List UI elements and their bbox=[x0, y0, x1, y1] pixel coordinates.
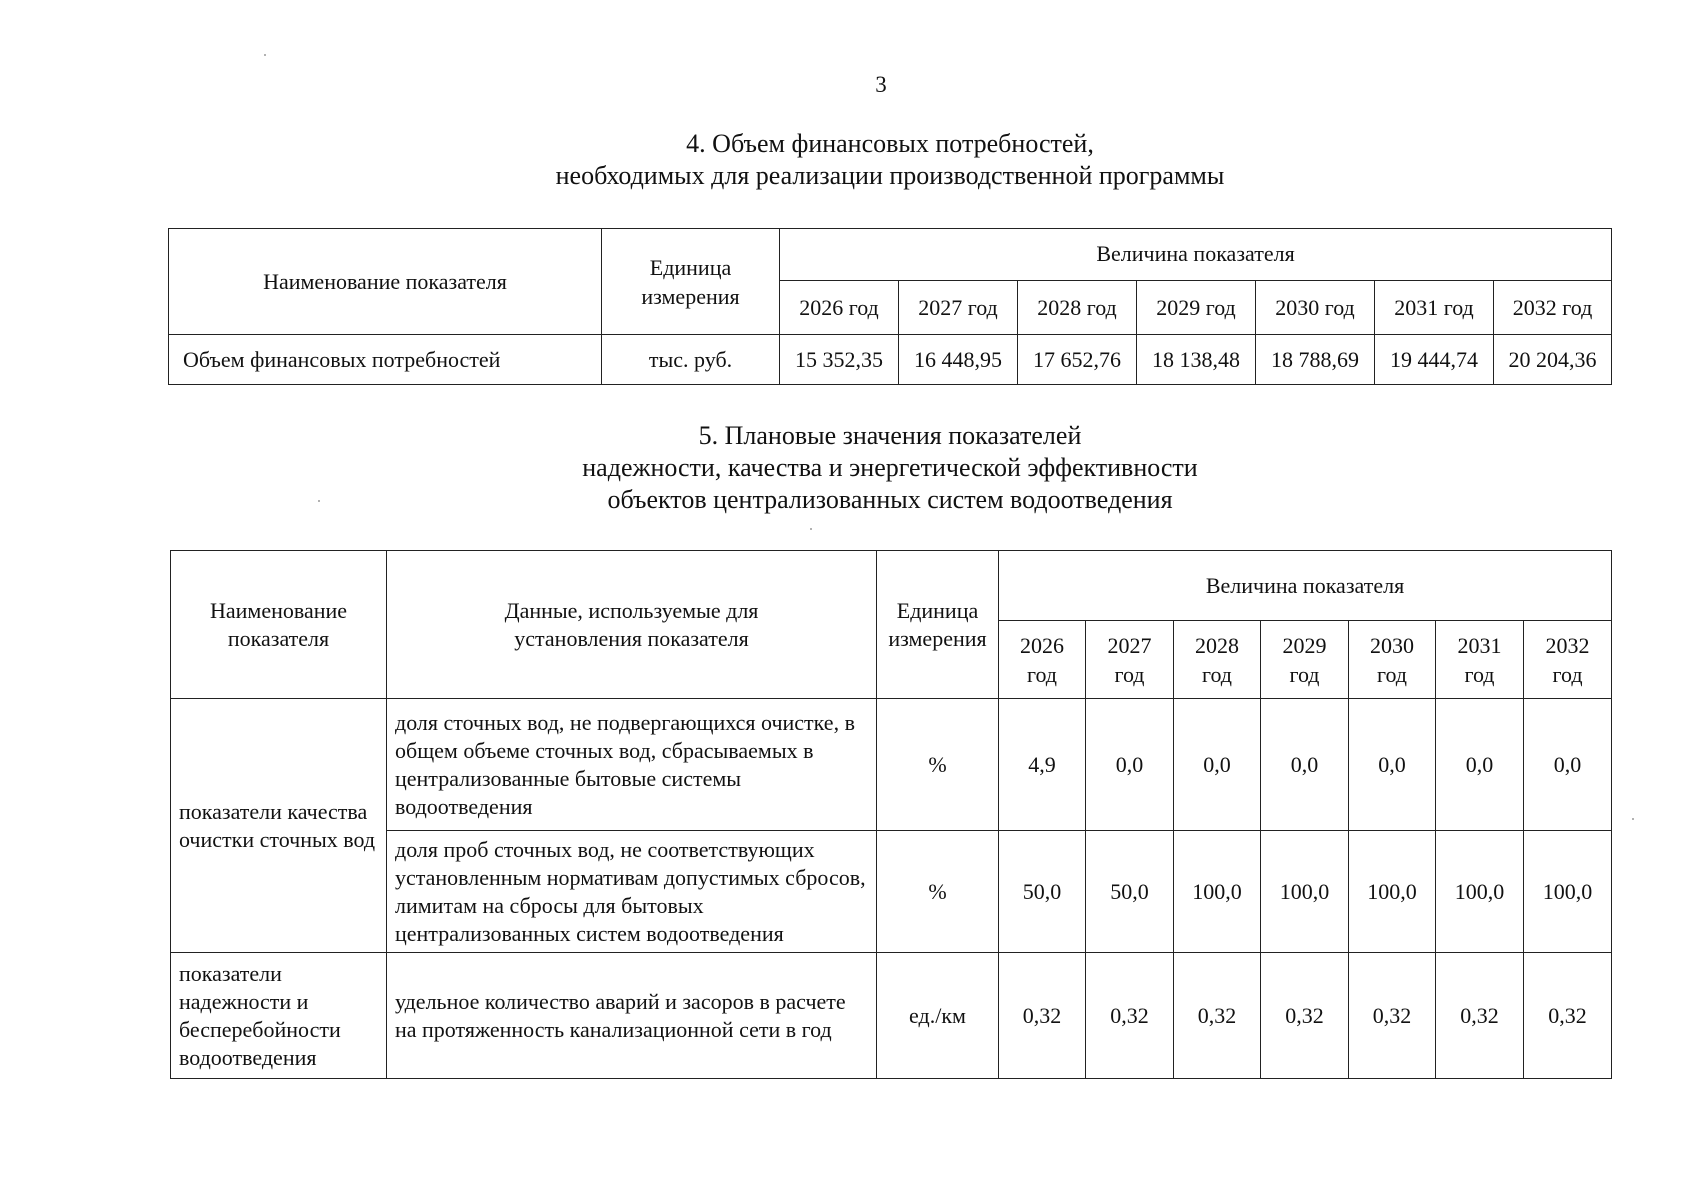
year-word: год bbox=[1464, 661, 1495, 687]
year-word: год bbox=[1376, 661, 1408, 687]
row-name: Объем финансовых потребностей bbox=[169, 335, 602, 385]
row-value: 0,0 bbox=[1261, 699, 1349, 831]
row-unit: ед./км bbox=[877, 953, 999, 1079]
row-value: 15 352,35 bbox=[780, 335, 899, 385]
row-value: 16 448,95 bbox=[899, 335, 1018, 385]
row-data: доля проб сточных вод, не соответствующих установленным нормативам допустимых сбросов, лимитам на сбросы для бытовых централизованных систем водоотведения bbox=[387, 831, 877, 953]
column-header-name: Наименование показателя bbox=[169, 229, 602, 335]
year-number: 2026 bbox=[1020, 632, 1064, 658]
section-4-title bbox=[0, 128, 1697, 192]
row-value: 50,0 bbox=[999, 831, 1086, 953]
row-value: 100,0 bbox=[1261, 831, 1349, 953]
row-value: 0,0 bbox=[1436, 699, 1524, 831]
row-value: 0,32 bbox=[1174, 953, 1261, 1079]
row-data: доля сточных вод, не подвергающихся очистке, в общем объеме сточных вод, сбрасываемых в централизованные бытовые системы водоотведения bbox=[387, 699, 877, 831]
year-header bbox=[1174, 621, 1261, 699]
year-number: 2032 bbox=[1545, 632, 1590, 658]
row-value: 0,0 bbox=[1524, 699, 1612, 831]
section-5-title-line: объектов централизованных систем водоотведения bbox=[607, 485, 1173, 514]
year-number: 2027 bbox=[1107, 632, 1152, 658]
reliability-indicators-table bbox=[170, 550, 1612, 1079]
column-header-value: Величина показателя bbox=[780, 229, 1612, 281]
page-number: 3 bbox=[875, 72, 887, 97]
row-unit: % bbox=[877, 831, 999, 953]
year-header: 2031 год bbox=[1375, 281, 1494, 335]
group-name: показатели качества очистки сточных вод bbox=[171, 699, 387, 953]
scan-speck bbox=[810, 528, 812, 530]
table-row bbox=[169, 335, 1612, 385]
row-value: 0,0 bbox=[1174, 699, 1261, 831]
row-value: 4,9 bbox=[999, 699, 1086, 831]
row-value: 18 138,48 bbox=[1137, 335, 1256, 385]
year-header bbox=[1086, 621, 1174, 699]
row-value: 0,32 bbox=[1261, 953, 1349, 1079]
row-value: 0,32 bbox=[1086, 953, 1174, 1079]
year-word: год bbox=[1114, 661, 1145, 687]
column-header-unit: Единица измерения bbox=[602, 229, 780, 335]
year-word: год bbox=[1201, 661, 1233, 687]
year-word: год bbox=[1552, 661, 1583, 687]
row-data: удельное количество аварий и засоров в расчете на протяженность канализационной сети в год bbox=[387, 953, 877, 1079]
scan-speck bbox=[264, 54, 266, 56]
year-header bbox=[999, 621, 1086, 699]
row-value: 100,0 bbox=[1524, 831, 1612, 953]
table-header-row bbox=[171, 551, 1612, 621]
column-header-unit: Единица измерения bbox=[877, 551, 999, 699]
table-row bbox=[171, 831, 1612, 953]
year-header bbox=[1524, 621, 1612, 699]
year-header bbox=[1349, 621, 1436, 699]
year-header bbox=[1436, 621, 1524, 699]
row-value: 100,0 bbox=[1436, 831, 1524, 953]
table-header-row bbox=[169, 229, 1612, 281]
year-number: 2028 bbox=[1195, 632, 1239, 658]
year-header: 2027 год bbox=[899, 281, 1018, 335]
row-value: 0,32 bbox=[1524, 953, 1612, 1079]
scan-speck bbox=[318, 500, 320, 502]
row-value: 0,32 bbox=[1349, 953, 1436, 1079]
year-header: 2032 год bbox=[1494, 281, 1612, 335]
year-header: 2030 год bbox=[1256, 281, 1375, 335]
group-name: показатели надежности и бесперебойности водоотведения bbox=[171, 953, 387, 1079]
section-4-title-line: 4. Объем финансовых потребностей, bbox=[686, 129, 1094, 158]
year-word: год bbox=[1026, 661, 1058, 687]
section-5-title bbox=[0, 420, 1697, 516]
table-row bbox=[171, 699, 1612, 831]
row-value: 50,0 bbox=[1086, 831, 1174, 953]
section-5-title-line: надежности, качества и энергетической эффективности bbox=[582, 453, 1198, 482]
row-value: 0,0 bbox=[1349, 699, 1436, 831]
row-value: 100,0 bbox=[1174, 831, 1261, 953]
row-unit: % bbox=[877, 699, 999, 831]
column-header-value: Величина показателя bbox=[999, 551, 1612, 621]
year-number: 2031 bbox=[1457, 632, 1502, 658]
row-value: 0,32 bbox=[1436, 953, 1524, 1079]
year-number: 2030 bbox=[1370, 632, 1414, 658]
row-value: 0,32 bbox=[999, 953, 1086, 1079]
financial-needs-table bbox=[168, 228, 1612, 385]
year-header: 2026 год bbox=[780, 281, 899, 335]
row-value: 18 788,69 bbox=[1256, 335, 1375, 385]
scan-speck bbox=[1632, 818, 1634, 820]
year-header bbox=[1261, 621, 1349, 699]
row-value: 19 444,74 bbox=[1375, 335, 1494, 385]
column-header-data: Данные, используемые для установления показателя bbox=[387, 551, 877, 699]
section-5-title-line: 5. Плановые значения показателей bbox=[698, 421, 1082, 450]
column-header-name: Наименование показателя bbox=[171, 551, 387, 699]
year-word: год bbox=[1289, 661, 1320, 687]
table-row bbox=[171, 953, 1612, 1079]
row-value: 20 204,36 bbox=[1494, 335, 1612, 385]
year-header: 2029 год bbox=[1137, 281, 1256, 335]
row-unit: тыс. руб. bbox=[602, 335, 780, 385]
row-value: 0,0 bbox=[1086, 699, 1174, 831]
row-value: 100,0 bbox=[1349, 831, 1436, 953]
year-number: 2029 bbox=[1282, 632, 1327, 658]
year-header: 2028 год bbox=[1018, 281, 1137, 335]
section-4-title-line: необходимых для реализации производственной программы bbox=[555, 161, 1225, 190]
row-value: 17 652,76 bbox=[1018, 335, 1137, 385]
